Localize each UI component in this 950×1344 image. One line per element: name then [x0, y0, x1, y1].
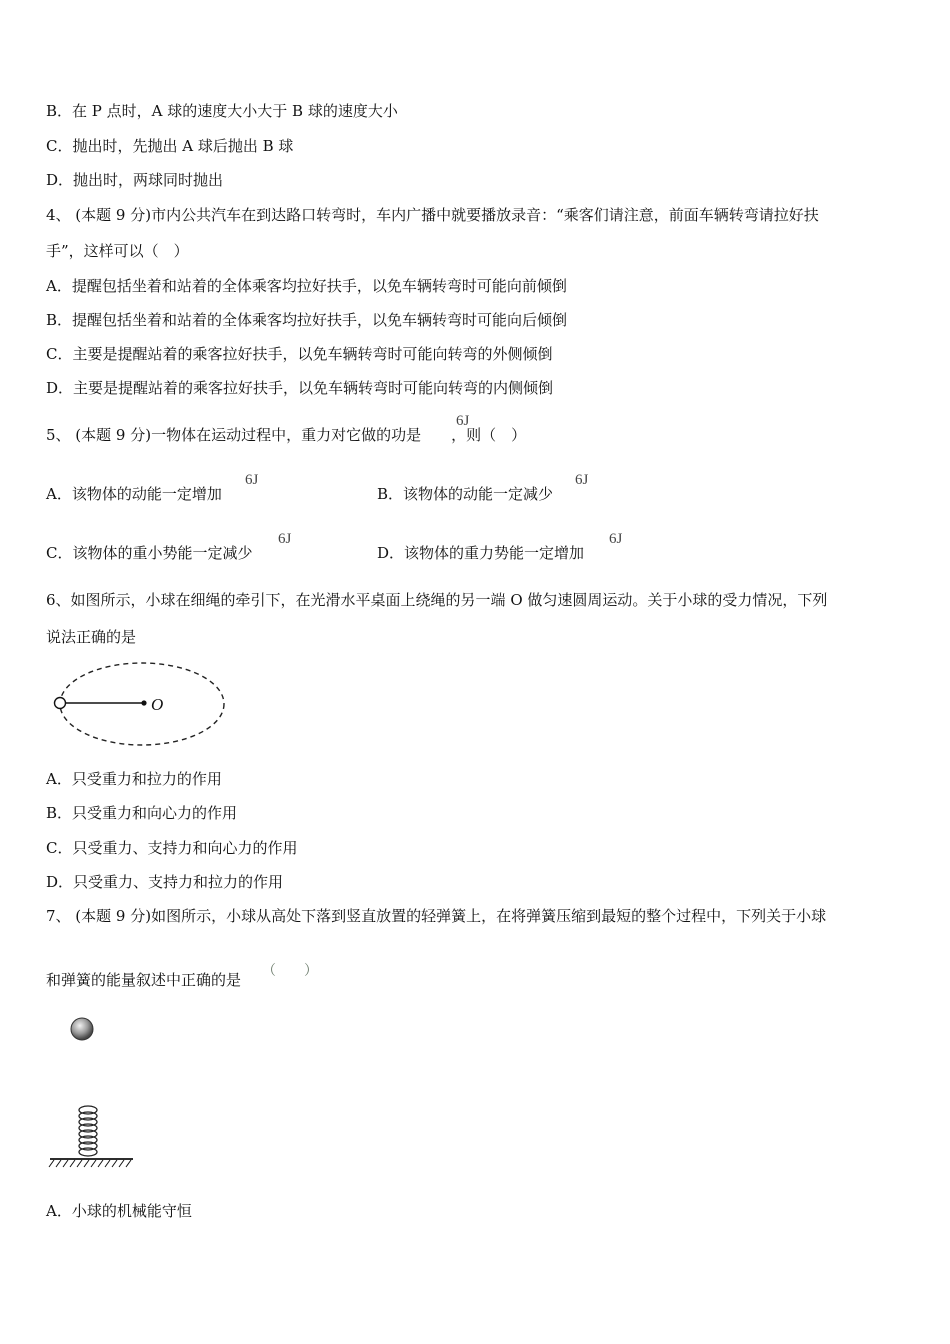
q5-option-d: D．该物体的重力势能一定增加: [377, 544, 585, 562]
q5-stem-after: ，则（ ）: [451, 426, 527, 444]
q3-option-c: C．抛出时，先抛出 A 球后抛出 B 球: [46, 137, 294, 155]
q6-stem-line2: 说法正确的是: [46, 628, 137, 646]
q7-answer-paren: （ ）: [262, 963, 318, 979]
q7-stem-line1: 7、 (本题 9 分)如图所示，小球从高处下落到竖直放置的轻弹簧上，在将弹簧压缩到最短的整个过程中，下列关于小球: [46, 907, 827, 925]
q5-option-c: C．该物体的重小势能一定减少: [46, 544, 253, 562]
ground-hatch: [49, 1160, 131, 1167]
q5-option-d-value: 6J: [609, 531, 623, 547]
q5-option-b: B．该物体的动能一定减少: [377, 485, 554, 503]
q5-option-c-value: 6J: [278, 531, 292, 547]
small-ball: [55, 698, 66, 709]
spring-ball-figure: [44, 1010, 144, 1175]
circular-motion-figure: [48, 658, 233, 750]
q3-option-b: B．在 P 点时，A 球的速度大小大于 B 球的速度大小: [46, 102, 398, 120]
q6-option-b: B．只受重力和向心力的作用: [46, 804, 238, 822]
spring-coil: [79, 1106, 97, 1156]
q4-stem-line2: 手”，这样可以（ ）: [46, 242, 189, 260]
q6-option-c: C．只受重力、支持力和向心力的作用: [46, 839, 298, 857]
q5-stem-before: 5、 (本题 9 分)一物体在运动过程中，重力对它做的功是: [46, 426, 422, 444]
falling-ball: [71, 1018, 93, 1040]
q6-option-a: A．只受重力和拉力的作用: [46, 770, 222, 788]
q5-option-a-value: 6J: [245, 472, 259, 488]
q6-option-d: D．只受重力、支持力和拉力的作用: [46, 873, 284, 891]
q7-option-a: A．小球的机械能守恒: [46, 1202, 192, 1220]
q4-option-a: A．提醒包括坐着和站着的全体乘客均拉好扶手，以免车辆转弯时可能向前倾倒: [46, 277, 567, 295]
q5-stem-value: 6J: [456, 413, 470, 429]
q5-option-b-value: 6J: [575, 472, 589, 488]
q5-option-a: A．该物体的动能一定增加: [46, 485, 222, 503]
center-point: [141, 700, 146, 705]
q4-option-b: B．提醒包括坐着和站着的全体乘客均拉好扶手，以免车辆转弯时可能向后倾倒: [46, 311, 568, 329]
center-label: O: [151, 695, 164, 714]
q5-stem: [46, 425, 526, 445]
q4-stem-line1: 4、 (本题 9 分)市内公共汽车在到达路口转弯时，车内广播中就要播放录音：“乘客们请注意，前面车辆转弯请拉好扶: [46, 206, 819, 224]
q7-stem-line2: 和弹簧的能量叙述中正确的是: [46, 971, 242, 989]
q3-option-d: D．抛出时，两球同时抛出: [46, 171, 224, 189]
q4-option-d: D．主要是提醒站着的乘客拉好扶手，以免车辆转弯时可能向转弯的内侧倾倒: [46, 379, 554, 397]
q4-option-c: C．主要是提醒站着的乘客拉好扶手，以免车辆转弯时可能向转弯的外侧倾倒: [46, 345, 553, 363]
q6-stem-line1: 6、如图所示，小球在细绳的牵引下，在光滑水平桌面上绕绳的另一端 O 做匀速圆周运动。关于小球的受力情况，下列: [46, 591, 828, 609]
